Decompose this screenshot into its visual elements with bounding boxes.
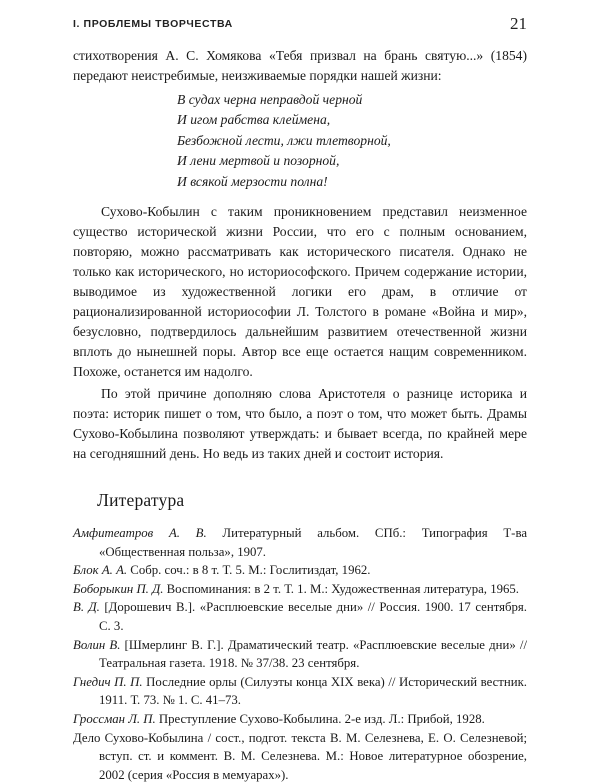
bibliography-entry (73, 580, 527, 599)
running-title: I. ПРОБЛЕМЫ ТВОРЧЕСТВА (73, 18, 233, 30)
entry-text: Преступление Сухово-Кобылина. 2-е изд. Л.: Прибой, 1928. (155, 711, 485, 726)
poem-line: И лени мертвой и позорной, (177, 153, 340, 169)
page-number: 21 (510, 14, 527, 33)
entry-text: Последние орлы (Силуэты конца XIX века) // Исторический вестник. 1911. Т. 73. № 1. С. 41–73. (99, 674, 527, 708)
entry-author: Амфитеатров А. В. (73, 526, 207, 541)
bibliography-heading: Литература (97, 490, 185, 511)
body-paragraph: По этой причине дополняю слова Аристотеля о разнице историка и поэта: историк пишет о том, что было, а поэт о том, что может быть. Драмы Сухово-Кобылина позволяют утверждать: и бывает всегда, по крайней мере на сегодняшний день. Но ведь из таких дней и состоит история. (73, 386, 527, 462)
bibliography-entry (73, 636, 527, 673)
entry-author: Блок А. А. (73, 563, 128, 578)
entry-text: Воспоминания: в 2 т. Т. 1. М.: Художественная литература, 1965. (163, 581, 519, 596)
body-paragraph: Сухово-Кобылин с таким проникновением представил неизменное существо исторической жизни России, что его с полным основанием, повторяю, можно рассматривать как исторического писателя. Однако не только как исторического, но историософского. Причем содержание истории, выводимое из художественной логики его драм, в отличие от рационализированной историософии Л. Толстого в романе «Война и мир», безусловно, подтвердилось дальнейшим развитием отечественной жизни вплоть до нынешней поры. Автор все еще остается нащим современником. Похоже, останется им надолго. (73, 204, 527, 380)
bibliography-entry (73, 729, 527, 784)
intro-paragraph: стихотворения А. С. Хомякова «Тебя призвал на брань святую...» (1854) передают неистребимые, неизживаемые порядки нашей жизни: (73, 48, 527, 83)
entry-author: Волин В. (73, 637, 121, 652)
bibliography-entry (73, 710, 527, 729)
poem-quote (177, 90, 527, 192)
entry-author: Гроссман Л. П. (73, 711, 156, 726)
entry-author: Гнедич П. П. (73, 674, 143, 689)
page-body (73, 46, 527, 784)
poem-line: Безбожной лести, лжи тлетворной, (177, 132, 391, 148)
entry-author: Боборыкин П. Д. (73, 581, 164, 596)
poem-line: И всякой мерзости полна! (177, 173, 328, 189)
bibliography-entry (73, 524, 527, 561)
poem-line: В судах черна неправдой черной (177, 92, 363, 107)
bibliography-list (73, 524, 527, 784)
entry-text: Дело Сухово-Кобылина / сост., подгот. текста В. М. Селезнева, Е. О. Селезневой; вступ. ст. и коммент. В. М. Селезнева. М.: Новое литературное обозрение, 2002 (серия «Россия в мемуарах»). (73, 730, 527, 782)
entry-text: Литературный альбом. СПб.: Типография Т-ва «Общественная польза», 1907. (99, 526, 527, 559)
running-header (73, 14, 527, 36)
bibliography-entry (73, 673, 527, 710)
entry-text: [Шмерлинг В. Г.]. Драматический театр. «Расплюевские веселые дни» // Театральная газета. 1918. № 37/38. 23 сентября. (99, 637, 527, 671)
poem-line: И игом рабства клеймена, (177, 112, 331, 128)
bibliography-entry (73, 598, 527, 635)
entry-author: В. Д. (73, 600, 100, 615)
entry-text: [Дорошевич В.]. «Расплюевские веселые дни» // Россия. 1900. 17 сентября. С. 3. (99, 600, 528, 633)
entry-text: Собр. соч.: в 8 т. Т. 5. М.: Гослитиздат, 1962. (127, 563, 371, 578)
bibliography-entry (73, 561, 527, 580)
